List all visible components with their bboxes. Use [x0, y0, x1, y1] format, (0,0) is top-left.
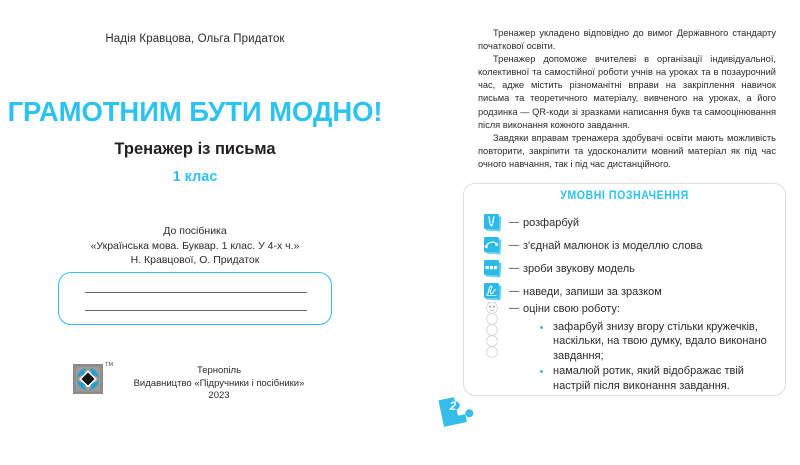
connect-picture-icon: [479, 237, 505, 254]
legend-dash: —: [509, 263, 519, 274]
self-assessment-label: оціни свою роботу:: [523, 303, 620, 315]
page-subtitle: Тренажер із письма: [114, 140, 276, 158]
right-page-intro: [447, 0, 800, 465]
imprint-publisher: Видавництво «Підручники і посібники»: [133, 377, 305, 389]
imprint-block: [0, 362, 390, 403]
legend-card: [463, 183, 786, 396]
intro-paragraph-2: Тренажер допоможе вчителеві в організації індивідуальної, колективної та самостійної роботи учнів на уроках та в позаурочний час, адже містить різноманітні вправи на закріплення навичок письма та теоретичного матеріалу, вивченого на уроках, а його родзинка — QR-коди зі зразками написання букв та самооцінювання після виконання кожного завдання.: [478, 54, 776, 130]
legend-label: розфарбуй: [523, 216, 580, 229]
reference-line-3: Н. Кравцової, О. Придаток: [130, 254, 260, 266]
reference-block: [0, 224, 390, 268]
imprint-city: Тернопіль: [196, 365, 242, 376]
intro-text-block: [478, 27, 776, 171]
reference-line-2: «Українська мова. Буквар. 1 клас. У 4-х ч.»: [90, 239, 300, 252]
page-title: ГРАМОТНИМ БУТИ МОДНО!: [7, 96, 383, 127]
name-write-line-1[interactable]: [85, 292, 307, 293]
list-item: намалюй ротик, який відображає твій настрій після виконання завдання.: [539, 364, 779, 393]
owner-name-box[interactable]: [58, 272, 332, 325]
legend-item-color-in: [464, 211, 785, 234]
legend-item-trace-write: [464, 280, 785, 303]
legend-item-self-assessment: [479, 303, 779, 394]
legend-item-sound-model: [464, 257, 785, 280]
publisher-logo-wrap: [73, 362, 117, 394]
legend-label: наведи, запиши за зразком: [523, 285, 662, 298]
intro-paragraph-3: Завдяки вправам тренажера здобувачі освіти мають можливість повторити, закріпити та удосконалити мовний матеріал як під час очного навчання, так і під час дистанційного.: [478, 132, 776, 169]
list-item: зафарбуй знизу вгору стільки кружечків, наскільки, на твою думку, вдало виконано завдання;: [539, 320, 779, 363]
legend-dash: —: [509, 303, 519, 314]
trademark-mark: ТМ: [105, 362, 114, 368]
grade-label: 1 клас: [172, 169, 218, 185]
self-assessment-head: [479, 303, 779, 319]
sound-model-icon: [479, 260, 505, 277]
self-assessment-bullets: [539, 320, 779, 393]
color-in-icon: [479, 214, 505, 231]
intro-paragraph-1: Тренажер укладено відповідно до вимог Державного стандарту початкової освіти.: [478, 28, 776, 52]
legend-label: зроби звукову модель: [523, 262, 635, 275]
authors-line: Надія Кравцова, Ольга Придаток: [105, 33, 285, 45]
imprint-text: [121, 362, 317, 403]
imprint-year: 2023: [208, 390, 230, 401]
legend-rows: [464, 211, 785, 303]
legend-dash: —: [509, 217, 519, 228]
legend-dash: —: [509, 240, 519, 251]
self-assessment-icon: [479, 303, 505, 320]
legend-label: з'єднай малюнок із моделлю слова: [523, 239, 703, 252]
publisher-logo-icon: [73, 364, 103, 394]
reference-line-1: До посібника: [163, 225, 227, 237]
legend-title: УМОВНІ ПОЗНАЧЕННЯ: [560, 190, 689, 202]
page-number: 2: [449, 401, 457, 413]
name-write-line-2[interactable]: [85, 310, 307, 311]
page-number-badge: [438, 394, 474, 428]
trace-write-icon: [479, 283, 505, 300]
legend-item-connect-picture: [464, 234, 785, 257]
legend-dash: —: [509, 286, 519, 297]
